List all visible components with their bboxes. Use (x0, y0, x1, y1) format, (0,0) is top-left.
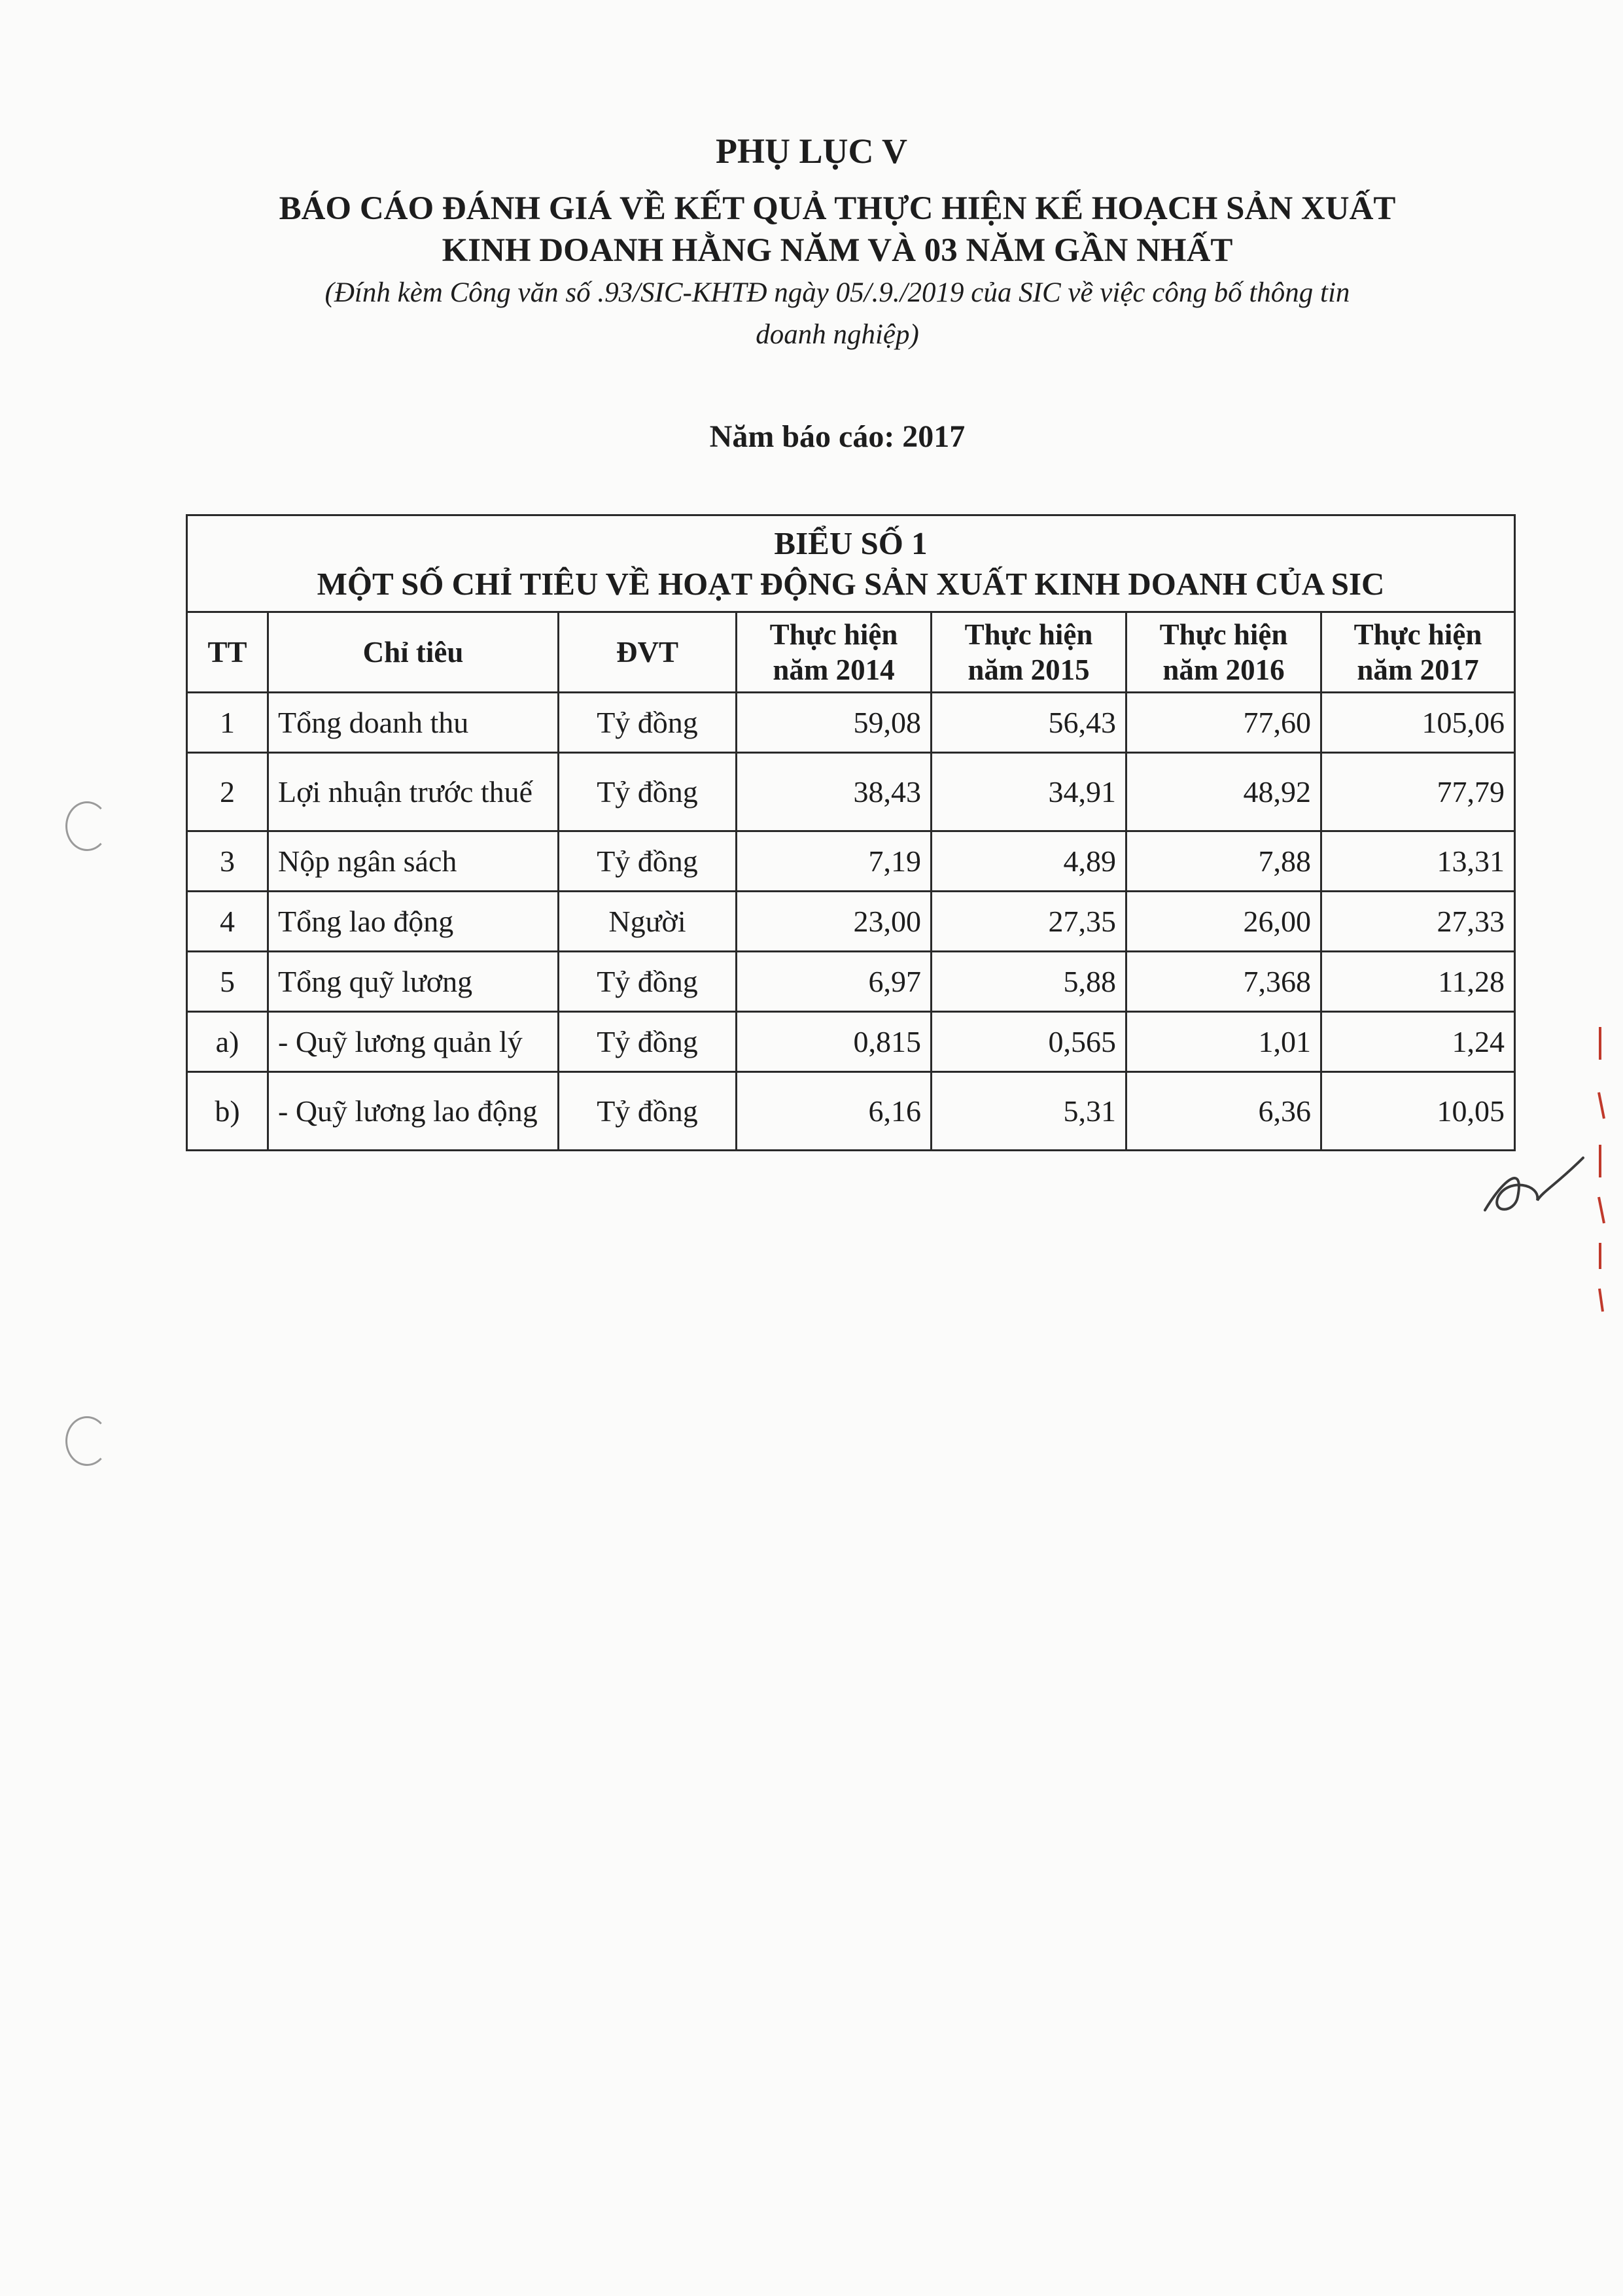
table-row (187, 831, 1515, 892)
cell-2015: 34,91 (932, 753, 1126, 831)
cell-2017: 10,05 (1321, 1072, 1515, 1151)
table-row (187, 952, 1515, 1012)
punch-hole-top (65, 801, 109, 851)
cell-2014: 6,16 (737, 1072, 932, 1151)
attachment-note-line2: doanh nghiệp) (756, 319, 919, 350)
punch-hole-bottom (65, 1416, 109, 1466)
cell-2017: 77,79 (1321, 753, 1515, 831)
cell-unit: Tỷ đồng (559, 753, 737, 831)
cell-name: Lợi nhuận trước thuế (268, 753, 559, 831)
cell-2016: 77,60 (1126, 693, 1321, 753)
cell-name: - Quỹ lương quản lý (268, 1012, 559, 1072)
cell-unit: Tỷ đồng (559, 693, 737, 753)
table-row (187, 693, 1515, 753)
header-2016: Thực hiện năm 2016 (1126, 612, 1321, 693)
cell-unit: Người (559, 892, 737, 952)
cell-tt: 2 (187, 753, 268, 831)
cell-2014: 0,815 (737, 1012, 932, 1072)
cell-2015: 0,565 (932, 1012, 1126, 1072)
table-caption (187, 515, 1515, 612)
table-row (187, 1012, 1515, 1072)
cell-2017: 1,24 (1321, 1012, 1515, 1072)
appendix-label: PHỤ LỤC V (715, 131, 908, 171)
cell-2016: 1,01 (1126, 1012, 1321, 1072)
table-header-row (187, 612, 1515, 693)
cell-unit: Tỷ đồng (559, 952, 737, 1012)
header-name: Chỉ tiêu (268, 612, 559, 693)
cell-tt: 3 (187, 831, 268, 892)
attachment-note-line1: (Đính kèm Công văn số .93/SIC-KHTĐ ngày 05/.9./2019 của SIC về việc công bố thông tin (324, 277, 1350, 308)
cell-name: Tổng lao động (268, 892, 559, 952)
report-title-line2: KINH DOANH HẰNG NĂM VÀ 03 NĂM GẦN NHẤT (442, 232, 1233, 269)
header-2017: Thực hiện năm 2017 (1321, 612, 1515, 693)
indicator-table (186, 514, 1516, 1151)
cell-unit: Tỷ đồng (559, 831, 737, 892)
cell-2014: 6,97 (737, 952, 932, 1012)
cell-tt: b) (187, 1072, 268, 1151)
cell-2017: 105,06 (1321, 693, 1515, 753)
cell-2014: 23,00 (737, 892, 932, 952)
cell-2015: 5,88 (932, 952, 1126, 1012)
attachment-note (196, 272, 1478, 356)
cell-2016: 7,88 (1126, 831, 1321, 892)
cell-2015: 27,35 (932, 892, 1126, 952)
cell-name: Tổng doanh thu (268, 693, 559, 753)
cell-2015: 56,43 (932, 693, 1126, 753)
cell-tt: a) (187, 1012, 268, 1072)
cell-2014: 38,43 (737, 753, 932, 831)
header-unit: ĐVT (559, 612, 737, 693)
cell-2017: 11,28 (1321, 952, 1515, 1012)
table-row (187, 1072, 1515, 1151)
cell-tt: 4 (187, 892, 268, 952)
cell-2016: 7,368 (1126, 952, 1321, 1012)
cell-name: - Quỹ lương lao động (268, 1072, 559, 1151)
table-caption-line2: MỘT SỐ CHỈ TIÊU VỀ HOẠT ĐỘNG SẢN XUẤT KINH DOANH CỦA SIC (317, 565, 1385, 602)
header-tt: TT (187, 612, 268, 693)
cell-2017: 13,31 (1321, 831, 1515, 892)
table-row (187, 892, 1515, 952)
report-year: Năm báo cáo: 2017 (709, 419, 966, 454)
cell-tt: 1 (187, 693, 268, 753)
report-title-line1: BÁO CÁO ĐÁNH GIÁ VỀ KẾT QUẢ THỰC HIỆN KẾ HOẠCH SẢN XUẤT (279, 190, 1396, 227)
stamp-edge-marks (1596, 1020, 1609, 1315)
cell-name: Nộp ngân sách (268, 831, 559, 892)
cell-tt: 5 (187, 952, 268, 1012)
cell-2015: 5,31 (932, 1072, 1126, 1151)
cell-unit: Tỷ đồng (559, 1072, 737, 1151)
cell-unit: Tỷ đồng (559, 1012, 737, 1072)
cell-2014: 59,08 (737, 693, 932, 753)
cell-2017: 27,33 (1321, 892, 1515, 952)
cell-2016: 48,92 (1126, 753, 1321, 831)
cell-2016: 6,36 (1126, 1072, 1321, 1151)
header-2014: Thực hiện năm 2014 (737, 612, 932, 693)
signature-mark (1478, 1138, 1590, 1223)
table-caption-line1: BIỂU SỐ 1 (774, 525, 928, 561)
cell-2016: 26,00 (1126, 892, 1321, 952)
cell-2014: 7,19 (737, 831, 932, 892)
cell-name: Tổng quỹ lương (268, 952, 559, 1012)
header-2015: Thực hiện năm 2015 (932, 612, 1126, 693)
table-row (187, 753, 1515, 831)
cell-2015: 4,89 (932, 831, 1126, 892)
